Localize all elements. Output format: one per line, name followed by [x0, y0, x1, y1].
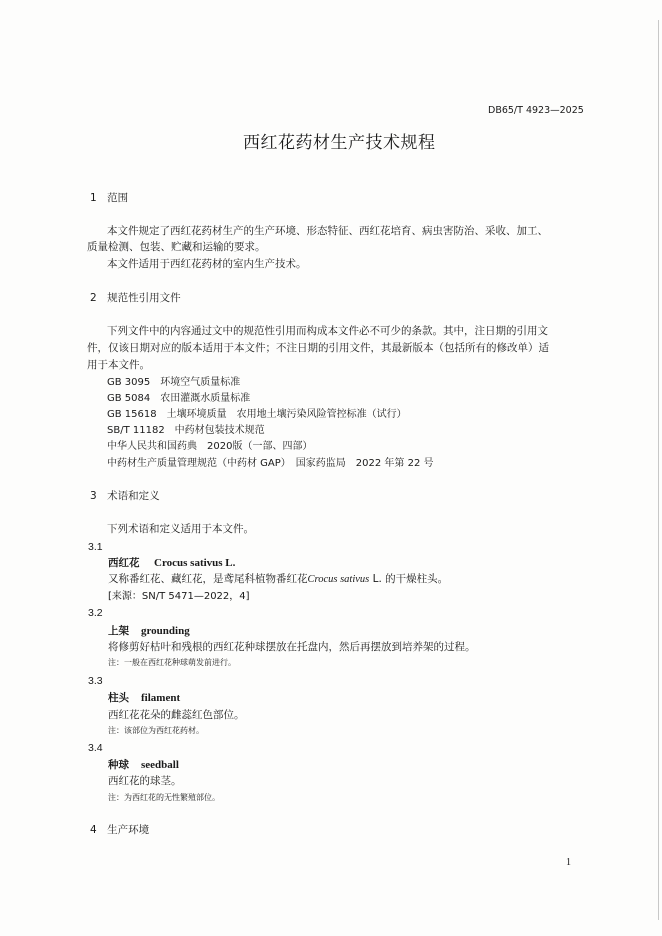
reference-item: GB 3095 环境空气质量标准: [107, 377, 241, 388]
section-1-paragraph-line: 本文件适用于西红花药材的室内生产技术。: [107, 258, 307, 270]
section-2-paragraph-line: 用于本文件。: [87, 359, 150, 371]
section-1-paragraph-line: 质量检测、包装、贮藏和运输的要求。: [87, 241, 266, 253]
term-definition: 西红花花朵的雌蕊红色部位。: [108, 709, 245, 721]
section-3-heading: 3 术语和定义: [90, 490, 160, 502]
term-source: [来源：SN/T 5471—2022，4]: [108, 591, 250, 602]
reference-item: GB 15618 土壤环境质量 农用地土壤污染风险管控标准（试行）: [107, 409, 407, 420]
page-number: 1: [566, 857, 571, 868]
section-2-paragraph-line: 件，仅该日期对应的版本适用于本文件；不注日期的引用文件，其最新版本（包括所有的修改单）适: [87, 342, 549, 354]
scan-edge-line: [658, 20, 659, 920]
term-number: 3.2: [88, 607, 103, 619]
term-english: seedball: [141, 759, 179, 771]
term-english: Crocus sativus L.: [154, 557, 236, 569]
reference-item: 中华人民共和国药典 2020版（一部、四部）: [107, 441, 313, 452]
section-4-heading: 4 生产环境: [90, 824, 150, 836]
term-chinese: 西红花: [108, 557, 140, 569]
term-definition-text: 又称番红花、藏红花，是鸢尾科植物番红花: [108, 573, 308, 585]
term-definition: [108, 573, 448, 586]
section-1-heading: 1 范围: [90, 192, 129, 204]
reference-item: GB 5084 农田灌溉水质量标准: [107, 393, 251, 404]
term-english: filament: [141, 692, 181, 704]
term-note: 注：为西红花的无性繁殖部位。: [108, 793, 220, 802]
section-2-paragraph-line: 下列文件中的内容通过文中的规范性引用而构成本文件必不可少的条款。其中，注日期的引用文: [107, 325, 548, 337]
reference-item: 中药材生产质量管理规范（中药材 GAP） 国家药监局 2022 年第 22 号: [107, 458, 434, 469]
section-3-intro: 下列术语和定义适用于本文件。: [107, 523, 254, 535]
term-chinese: 上架: [108, 625, 129, 637]
term-chinese: 柱头: [108, 692, 129, 704]
term-definition: 将修剪好枯叶和残根的西红花种球摆放在托盘内，然后再摆放到培养架的过程。: [108, 641, 476, 653]
term-chinese: 种球: [108, 759, 129, 771]
term-note: 注：一般在西红花种球萌发前进行。: [108, 658, 236, 667]
term-definition-latin: Crocus sativus: [307, 574, 370, 585]
term-definition-text: L. 的干燥柱头。: [369, 573, 449, 585]
standard-number: DB65/T 4923—2025: [488, 105, 584, 116]
term-definition: 西红花的球茎。: [108, 775, 182, 787]
reference-item: SB/T 11182 中药材包装技术规范: [107, 425, 265, 436]
term-number: 3.1: [88, 541, 103, 553]
section-1-paragraph-line: 本文件规定了西红花药材生产的生产环境、形态特征、西红花培育、病虫害防治、采收、加工、: [107, 225, 548, 237]
section-2-heading: 2 规范性引用文件: [90, 292, 181, 304]
term-number: 3.4: [88, 742, 103, 754]
term-english: grounding: [141, 625, 190, 637]
term-number: 3.3: [88, 675, 103, 687]
term-note: 注：该部位为西红花药材。: [108, 726, 204, 735]
document-title: 西红花药材生产技术规程: [243, 133, 436, 153]
